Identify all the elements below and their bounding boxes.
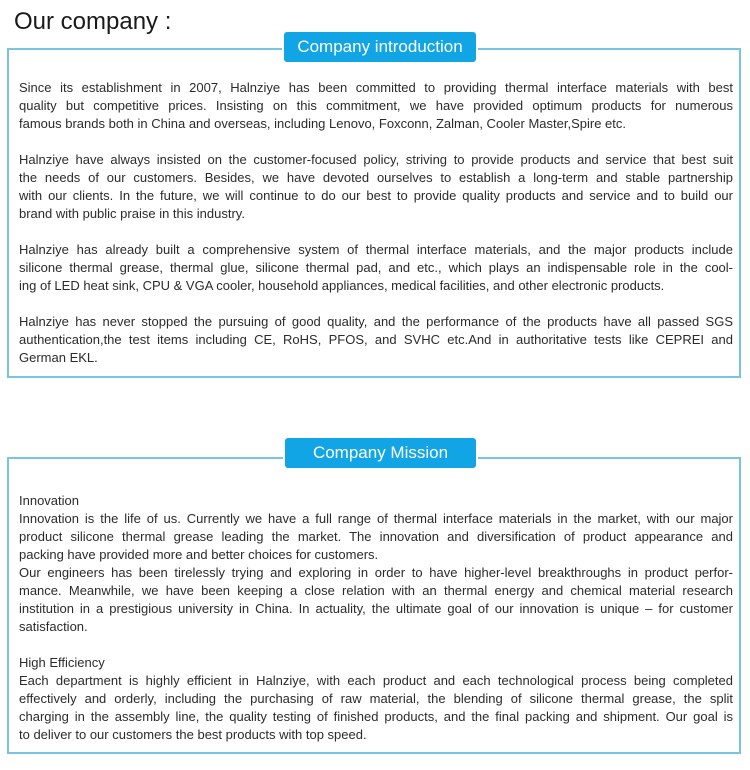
- text-line: quality but competitive prices. Insisting on this commitment, we have provided optimum products for numerous: [19, 98, 733, 113]
- text-line: Halnziye have always insisted on the customer-focused policy, striving to provide products and service that best suit: [19, 152, 733, 167]
- text-line: institution in a prestigious university in China. In actuality, the ultimate goal of our innovation is unique – for customer: [19, 601, 733, 616]
- text-line: mance. Meanwhile, we have been keeping a close relation with an thermal energy and chemical material research: [19, 583, 733, 598]
- text-line: Since its establishment in 2007, Halnziye has been committed to providing thermal interface materials with best: [19, 80, 733, 95]
- introduction-body: [19, 79, 733, 367]
- page-title: Our company :: [14, 8, 172, 35]
- text-line: with our clients. In the future, we will continue to do our best to provide quality products and service and to build our: [19, 188, 733, 203]
- company-introduction-panel: [7, 48, 741, 378]
- company-mission-badge: Company Mission: [285, 438, 476, 468]
- mission-section-innovation: [19, 492, 733, 636]
- mission-section-high-efficiency: [19, 654, 733, 744]
- text-line: Halnziye has never stopped the pursuing of good quality, and the performance of the products have all passed SGS: [19, 314, 733, 329]
- text-line: product silicone thermal grease leading the market. The innovation and diversification of product appearance and: [19, 529, 733, 544]
- intro-paragraph: [19, 151, 733, 223]
- text-line: satisfaction.: [19, 619, 88, 634]
- company-mission-panel: [7, 457, 741, 754]
- text-line: silicone thermal grease, thermal glue, silicone thermal pad, and etc., which plays an indispensable role in the cool-: [19, 260, 733, 275]
- text-line: ing of LED heat sink, CPU & VGA cooler, household appliances, medical facilities, and other electronic products.: [19, 278, 665, 293]
- text-line: authentication,the test items including CE, RoHS, PFOS, and SVHC etc.And in authoritative tests like CEPREI and: [19, 332, 733, 347]
- text-line: famous brands both in China and overseas, including Lenovo, Foxconn, Zalman, Cooler Master,Spire etc.: [19, 116, 627, 131]
- text-line: packing have provided more and better choices for customers.: [19, 547, 379, 562]
- text-line: to deliver to our customers the best products with top speed.: [19, 727, 367, 742]
- section-heading: Innovation: [19, 493, 79, 508]
- text-line: German EKL.: [19, 350, 98, 365]
- intro-paragraph: [19, 313, 733, 367]
- text-line: the needs of our customers. Besides, we have devoted ourselves to establish a long-term and stable partnership: [19, 170, 733, 185]
- mission-body: [19, 492, 733, 744]
- text-line: Innovation is the life of us. Currently we have a full range of thermal interface materials in the market, with our major: [19, 511, 733, 526]
- text-line: brand with public praise in this industry.: [19, 206, 245, 221]
- text-line: effectively and orderly, including the purchasing of raw material, the blending of silicone thermal grease, the split: [19, 691, 733, 706]
- company-introduction-badge: Company introduction: [284, 32, 476, 62]
- text-line: charging in the assembly line, the quality testing of finished products, and the final packing and shipment. Our goal is: [19, 709, 733, 724]
- text-line: Halnziye has already built a comprehensive system of thermal interface materials, and the major products include: [19, 242, 733, 257]
- section-heading: High Efficiency: [19, 655, 105, 670]
- text-line: Each department is highly efficient in Halnziye, with each product and each technological process being completed: [19, 673, 733, 688]
- text-line: Our engineers has been tirelessly trying and exploring in order to have higher-level breakthroughs in product perfor-: [19, 565, 733, 580]
- intro-paragraph: [19, 79, 733, 133]
- intro-paragraph: [19, 241, 733, 295]
